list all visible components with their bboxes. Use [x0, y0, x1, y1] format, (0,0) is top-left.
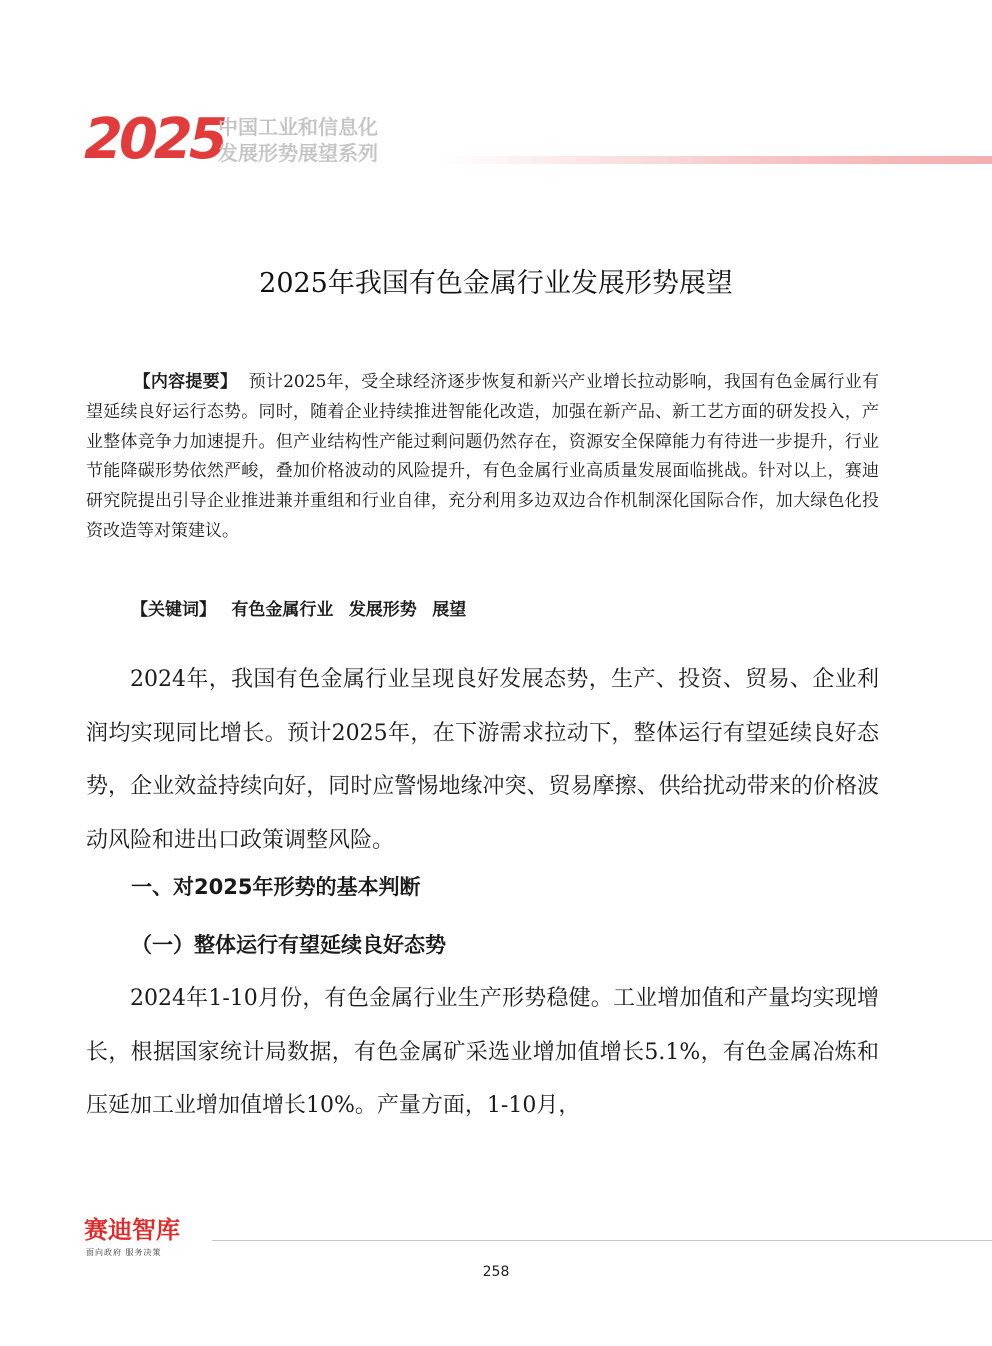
- series-year-logo: 2025: [84, 107, 224, 172]
- intro-section: [86, 653, 879, 867]
- series-title: [218, 114, 378, 166]
- subsection-body: [86, 972, 879, 1133]
- keyword-item: 展望: [432, 600, 467, 620]
- abstract-text: 预计2025年，受全球经济逐步恢复和新兴产业增长拉动影响，我国有色金属行业有望延续良好运行态势。同时，随着企业持续推进智能化改造，加强在新产品、新工艺方面的研发投入，产业整体竞争力加速提升。但产业结构性产能过剩问题仍然存在，资源安全保障能力有待进一步提升，行业节能降碳形势依然严峻，叠加价格波动的风险提升，有色金属行业高质量发展面临挑战。针对以上，赛迪研究院提出引导企业推进兼并重组和行业自律，充分利用多边双边合作机制深化国际合作，加大绿色化投资改造等对策建议。: [86, 372, 880, 541]
- header-decorative-band: [440, 156, 992, 164]
- intro-paragraph: 2024年，我国有色金属行业呈现良好发展态势，生产、投资、贸易、企业利润均实现同比增长。预计2025年，在下游需求拉动下，整体运行有望延续良好态势，企业效益持续向好，同时应警惕地缘冲突、贸易摩擦、供给扰动带来的价格波动风险和进出口政策调整风险。: [86, 667, 879, 853]
- series-title-line1: 中国工业和信息化: [218, 115, 378, 139]
- page-title: 2025年我国有色金属行业发展形势展望: [259, 268, 733, 299]
- series-title-line2: 发展形势展望系列: [218, 141, 378, 165]
- keywords: [131, 596, 466, 624]
- section-heading: 一、对2025年形势的基本判断: [131, 875, 421, 899]
- footer-brand-logo: 赛迪智库: [84, 1216, 180, 1244]
- footer-slogan: 面向政府 服务决策: [86, 1248, 162, 1257]
- keyword-item: 发展形势: [348, 600, 417, 620]
- keywords-label: 【关键词】: [131, 600, 216, 620]
- page-header: [0, 100, 992, 180]
- keyword-item: 有色金属行业: [231, 600, 334, 620]
- subsection-paragraph: 2024年1-10月份，有色金属行业生产形势稳健。工业增加值和产量均实现增长，根据国家统计局数据，有色金属矿采选业增加值增长5.1%，有色金属冶炼和压延加工业增加值增长10%。产量方面，1-10月，: [86, 986, 879, 1118]
- abstract-label: 【内容提要】: [133, 372, 238, 392]
- abstract: [86, 368, 879, 547]
- footer-divider: [212, 1240, 992, 1241]
- subsection-heading: （一）整体运行有望延续良好态势: [131, 932, 446, 957]
- abstract-paragraph: [86, 368, 879, 547]
- page-number: 258: [482, 1264, 510, 1280]
